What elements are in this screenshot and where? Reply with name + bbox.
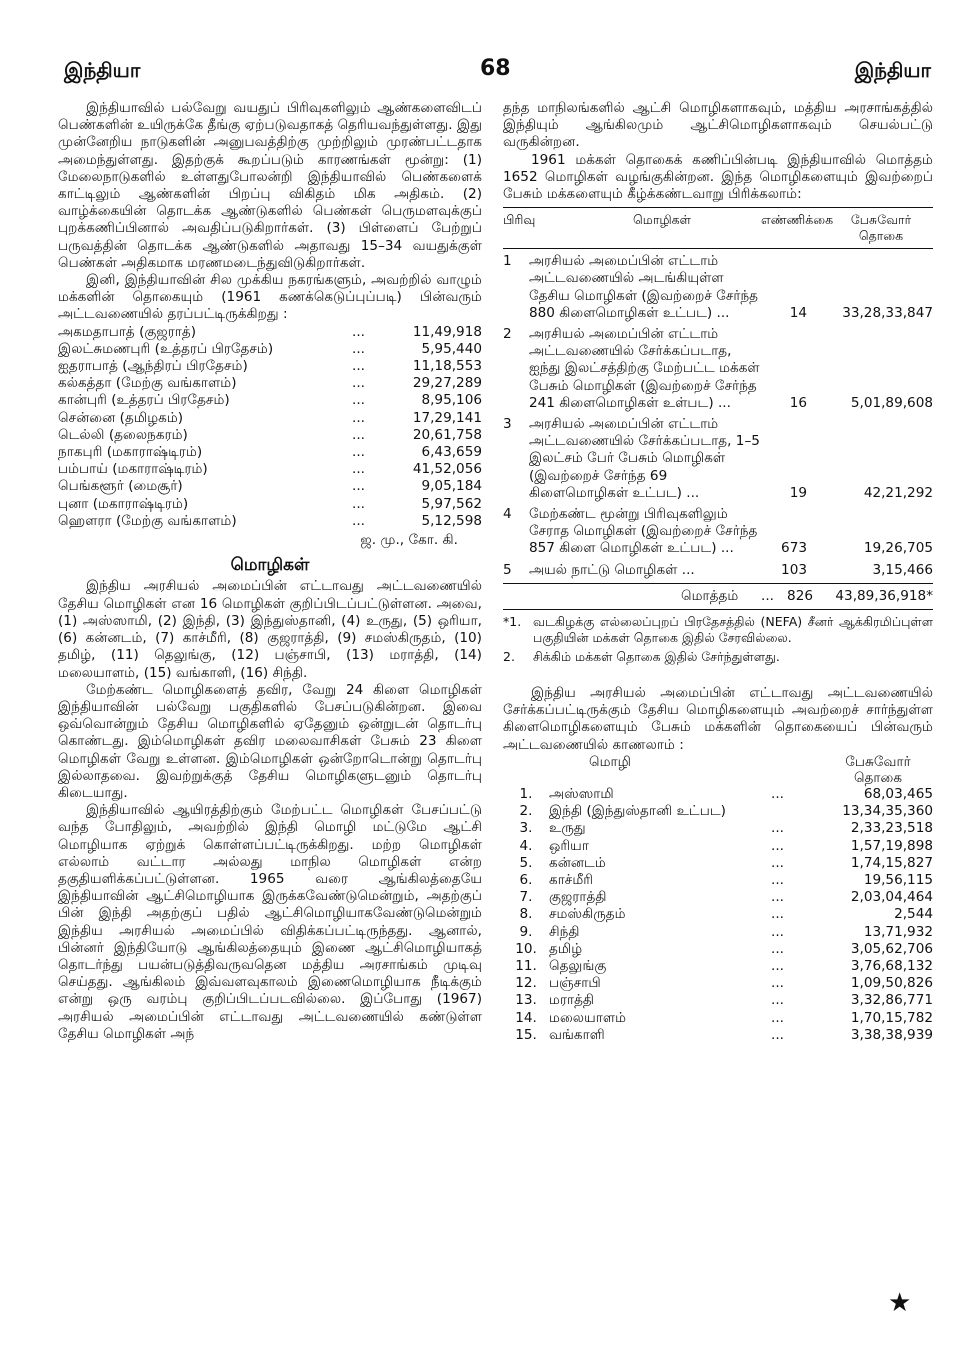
list-item: 8. சமஸ்கிருதம் ... 2,544 <box>519 906 933 923</box>
paragraph-official-language: இந்தியாவில் ஆயிரத்திற்கும் மேற்பட்ட மொழிகள் பேசப்பட்டு வந்த போதிலும், அவற்றில் இந்தி மொழி மட்டுமே ஆட்சி மொழியாக ஏற்றுக் கொள்ளப்பட்டிருக்கிறது. மற்ற மொழிகள் எல்லாம் வட்டார அல்லது மாநில மொழிகள் என்ற தகுதியளிக்கப்பட்டுள்ளன. 1965 வரை ஆங்கிலத்தையே இந்தியாவின் ஆட்சிமொழியாக இருக்கவேண்டுமென்றும், அதற்குப் பின் இந்தி அதற்குப் பதில் ஆட்சிமொழியாகவேண்டுமென்றும் இந்திய அரசியல் அமைப்பில் விதிக்கப்பட்டிருந்தது. ஆனால், பின்னர் இந்தியோடு ஆங்கிலத்தையும் இணை ஆட்சிமொழியாகத் தொடர்ந்து பயன்படுத்திவருவதென மத்திய அரசாங்கம் முடிவு செய்தது. ஆங்கிலம் இவ்வளவுகாலம் இணைமொழியாக நீடிக்கும் என்று ஒரு வரம்பு குறிப்பிடப்படவில்லை. இப்போது (1967) அரசியல் அமைப்பின் எட்டாவது அட்டவணையில் கண்டுள்ள தேசிய மொழிகள் அந் <box>58 802 482 1042</box>
table-row: 3 அரசியல் அமைப்பின் எட்டாம் அட்டவணையில் சேர்க்கப்படாத, 1–5 இலட்சம் பேர் பேசும் மொழிகள் (இவற்றைச் சேர்ந்த 69 கிளைமொழிகள் உட்பட) ... 19 42,21,292 <box>503 416 933 501</box>
speaker-population: 1,09,50,826 <box>850 975 933 992</box>
division-description: அரசியல் அமைப்பின் எட்டாம் அட்டவணையில் அடங்கியுள்ள தேசிய மொழிகள் (இவற்றைச் சேர்ந்த 880 கிளைமொழிகள் உட்பட) ... <box>529 253 759 321</box>
language-name: சிந்தி <box>549 923 580 940</box>
city-name: ஹெளரா (மேற்கு வங்காளம்) <box>58 512 237 529</box>
language-name: கன்னடம் <box>549 854 606 871</box>
list-item: 6. காச்மீரி ... 19,56,115 <box>519 871 933 888</box>
list-item: 2. இந்தி (இந்துஸ்தானி உட்பட) 13,34,35,360 <box>519 803 933 820</box>
city-name: நாகபுரி (மகாராஷ்டிரம்) <box>58 444 203 461</box>
city-population-list <box>58 324 482 530</box>
city-name: ஐதராபாத் (ஆந்திரப் பிரதேசம்) <box>58 358 248 375</box>
speaker-population: 68,03,465 <box>863 785 933 802</box>
list-item: சென்னை (தமிழகம்) ... 17,29,141 <box>58 409 482 426</box>
speaker-population: 13,71,932 <box>863 923 933 940</box>
speaker-population: 1,70,15,782 <box>850 1009 933 1026</box>
list-item: 10. தமிழ் ... 3,05,62,706 <box>515 940 933 957</box>
speaker-population: 1,57,19,898 <box>850 837 933 854</box>
list-item: 3. உருது ... 2,33,23,518 <box>519 820 933 837</box>
table-total-rule <box>503 583 933 584</box>
list-item: 15. வங்காளி ... 3,38,38,939 <box>515 1026 933 1043</box>
footnote: *1. வடகிழக்கு எல்லைப்புறப் பிரதேசத்தில் (NEFA) சீனர் ஆக்கிரமிப்புள்ள பகுதியின் மக்கள் தொகை இதில் சேரவில்லை. <box>503 614 933 646</box>
list-item: 11. தெலுங்கு ... 3,76,68,132 <box>515 957 933 974</box>
paragraph-cities-intro: இனி, இந்தியாவின் சில முக்கிய நகரங்களும், அவற்றில் வாழும் மக்களின் தொகையும் (1961 கணக்கெடுப்புப்படி) பின்வரும் அட்டவணையில் தரப்பட்டிருக்கிறது : <box>58 272 482 323</box>
paragraph-census-intro: 1961 மக்கள் தொகைக் கணிப்பின்படி இந்தியாவில் மொத்தம் 1652 மொழிகள் வழங்குகின்றன. இந்த மொழிகளையும் இவற்றைப் பேசும் மக்களையும் கீழ்க்கண்டவாறு பிரிக்கலாம்: <box>503 151 933 203</box>
paragraph-mortality: இந்தியாவில் பல்வேறு வயதுப் பிரிவுகளிலும் ஆண்களைவிடப் பெண்களின் உயிருக்கே தீங்கு ஏற்படுவதாகத் தெரியவந்துள்ளது. இது முன்னேறிய நாடுகளின் அனுபவத்திற்கு முற்றிலும் முரண்பட்டதாக அமைந்துள்ளது. இதற்குக் கூறப்படும் காரணங்கள் மூன்று: (1) மேலைநாடுகளில் உள்ளதுபோலன்றி இந்தியாவில் பெண்களைக் காட்டிலும் ஆண்களின் பிறப்பு விகிதம் மிக அதிகம். (2) வாழ்க்கையின் தொடக்க ஆண்டுகளில் பெண்கள் பெருமளவுக்குப் புறக்கணிப்பினால் அவதிப்படுகிறார்கள். (3) பிள்ளைப் பேற்றுப் பருவத்தின் தொடக்க ஆண்டுகளில் அதாவது 15–34 வயதுக்குள் பெண்கள் அதிகமாக மரணமடைந்துவிடுகிறார்கள். <box>58 100 482 271</box>
paragraph-dialects: மேற்கண்ட மொழிகளைத் தவிர, வேறு 24 கிளை மொழிகள் இந்தியாவின் பல்வேறு பகுதிகளில் பேசப்படுகின்றன. இவை ஒவ்வொன்றும் தேசிய மொழிகளில் ஏதேனும் ஒன்றுடன் தொடர்பு கொண்டது. இம்மொழிகள் தவிர மலைவாசிகள் பேசும் 23 கிளை மொழிகள் வேறு உள்ளன. இம்மொழிகள் ஒன்றோடொன்று தொடர்பு இல்லாதவை. இவற்றுக்குத் தேசிய மொழிகளுடனும் தொடர்பு கிடையாது. <box>58 681 482 801</box>
page-number: 68 <box>480 56 511 81</box>
list-item: 12. பஞ்சாபி ... 1,09,50,826 <box>515 975 933 992</box>
table-header-row <box>503 212 933 244</box>
division-description: அரசியல் அமைப்பின் எட்டாம் அட்டவணையில் சேர்க்கப்படாத, ஐந்து இலட்சத்திற்கு மேற்பட்ட மக்கள் பேசும் மொழிகள் (இவற்றைச் சேர்ந்த 241 கிளைமொழிகள் உள்பட) ... <box>529 326 760 411</box>
list-item: கல்கத்தா (மேற்கு வங்காளம்) ... 29,27,289 <box>58 375 482 392</box>
table-header-rule <box>503 248 933 249</box>
total-count: 826 <box>787 587 813 604</box>
language-count: 16 <box>789 394 807 411</box>
city-name: பம்பாய் (மகாராஷ்டிரம்) <box>58 461 208 478</box>
language-name: காச்மீரி <box>549 871 594 888</box>
language-name: அஸ்ஸாமி <box>549 785 614 802</box>
col-header-languages: மொழிகள் <box>633 212 691 228</box>
speaker-count: 3,15,466 <box>872 561 933 578</box>
section-title-languages: மொழிகள் <box>230 555 310 576</box>
list-item: 14. மலையாளம் ... 1,70,15,782 <box>515 1009 933 1026</box>
speaker-count: 5,01,89,608 <box>850 394 933 411</box>
city-name: கல்கத்தா (மேற்கு வங்காளம்) <box>58 375 237 392</box>
language-division-table <box>503 207 933 610</box>
city-population: 41,52,056 <box>412 461 482 478</box>
table-row: 2 அரசியல் அமைப்பின் எட்டாம் அட்டவணையில் சேர்க்கப்படாத, ஐந்து இலட்சத்திற்கு மேற்பட்ட மக்கள் பேசும் மொழிகள் (இவற்றைச் சேர்ந்த 241 கிளைமொழிகள் உள்பட) ... 16 5,01,89,608 <box>503 326 933 411</box>
language-count: 19 <box>789 484 807 501</box>
city-name: சென்னை (தமிழகம்) <box>58 409 184 426</box>
speaker-population: 2,33,23,518 <box>850 820 933 837</box>
city-name: டெல்லி (தலைநகரம்) <box>58 426 188 443</box>
left-column <box>58 100 482 1043</box>
col-header-speakers: பேசுவோர் தொகை <box>850 212 912 244</box>
city-population: 17,29,141 <box>412 409 482 426</box>
speaker-population: 2,544 <box>894 906 933 923</box>
language-name: குஜராத்தி <box>549 889 607 906</box>
running-header-right: இந்தியா <box>854 58 931 82</box>
star-icon: ★ <box>888 1288 912 1318</box>
list-item: 9. சிந்தி ... 13,71,932 <box>519 923 933 940</box>
speaker-count: 33,28,33,847 <box>842 304 933 321</box>
list-item: கான்புரி (உத்தரப் பிரதேசம்) ... 8,95,106 <box>58 392 482 409</box>
speaker-population: 3,05,62,706 <box>850 940 933 957</box>
speaker-population: 19,56,115 <box>863 871 933 888</box>
author-initials: ஜ. மு., கோ. கி. <box>360 532 458 549</box>
city-population: 11,49,918 <box>412 323 482 340</box>
city-name: கான்புரி (உத்தரப் பிரதேசம்) <box>58 392 230 409</box>
speaker-population: 3,76,68,132 <box>850 957 933 974</box>
list-item: ஐதராபாத் (ஆந்திரப் பிரதேசம்) ... 11,18,553 <box>58 358 482 375</box>
list-item: 4. ஒரியா ... 1,57,19,898 <box>519 837 933 854</box>
list-item: அகமதாபாத் (குஜராத்) ... 11,49,918 <box>58 323 482 340</box>
list-item: ஹெளரா (மேற்கு வங்காளம்) ... 5,12,598 <box>58 512 482 529</box>
city-population: 5,95,440 <box>421 340 482 357</box>
col-header-division: பிரிவு <box>503 212 536 228</box>
list-header <box>503 754 933 786</box>
speaker-population: 2,03,04,464 <box>850 889 933 906</box>
division-description: அரசியல் அமைப்பின் எட்டாம் அட்டவணையில் சேர்க்கப்படாத, 1–5 இலட்சம் பேர் பேசும் மொழிகள் (இவற்றைச் சேர்ந்த 69 கிளைமொழிகள் உட்பட) ... <box>529 416 760 501</box>
table-row: 4 மேற்கண்ட மூன்று பிரிவுகளிலும் சேராத மொழிகள் (இவற்றைச் சேர்ந்த 857 கிளை மொழிகள் உட்பட) ... 673 19,26,705 <box>503 506 933 557</box>
speaker-population: 1,74,15,827 <box>850 854 933 871</box>
speaker-population: 3,32,86,771 <box>850 992 933 1009</box>
language-name: சமஸ்கிருதம் <box>549 906 626 923</box>
city-population: 5,12,598 <box>421 512 482 529</box>
language-name: வங்காளி <box>549 1026 605 1043</box>
list-item: 1. அஸ்ஸாமி ... 68,03,465 <box>519 785 933 802</box>
city-population: 5,97,562 <box>421 495 482 512</box>
city-population: 20,61,758 <box>412 426 482 443</box>
footnote: 2. சிக்கிம் மக்கள் தொகை இதில் சேர்ந்துள்ளது. <box>503 649 780 665</box>
right-column <box>503 100 933 1044</box>
table-total-row: மொத்தம் ... 826 43,89,36,918* <box>681 587 933 604</box>
table-bottom-rule <box>503 609 933 610</box>
language-name: இந்தி (இந்துஸ்தானி உட்பட) <box>549 803 726 820</box>
running-header-left: இந்தியா <box>64 58 141 82</box>
city-population: 8,95,106 <box>421 392 482 409</box>
speaker-count: 19,26,705 <box>863 540 933 557</box>
city-population: 6,43,659 <box>421 444 482 461</box>
table-top-rule <box>503 207 933 208</box>
list-item: 5. கன்னடம் ... 1,74,15,827 <box>519 854 933 871</box>
speaker-population: 13,34,35,360 <box>842 803 933 820</box>
speaker-population: 3,38,38,939 <box>850 1026 933 1043</box>
list-item: பெங்களூர் (மைசூர்) ... 9,05,184 <box>58 478 482 495</box>
language-name: தமிழ் <box>549 940 583 957</box>
language-name: தெலுங்கு <box>549 957 607 974</box>
division-description: அயல் நாட்டு மொழிகள் ... <box>529 561 695 578</box>
language-count: 103 <box>781 561 807 578</box>
table-row: 1 அரசியல் அமைப்பின் எட்டாம் அட்டவணையில் அடங்கியுள்ள தேசிய மொழிகள் (இவற்றைச் சேர்ந்த 880 கிளைமொழிகள் உட்பட) ... 14 33,28,33,847 <box>503 253 933 321</box>
city-population: 11,18,553 <box>412 358 482 375</box>
language-name: மராத்தி <box>549 992 595 1009</box>
list-item: நாகபுரி (மகாராஷ்டிரம்) ... 6,43,659 <box>58 444 482 461</box>
language-count: 14 <box>789 304 807 321</box>
list-item: 13. மராத்தி ... 3,32,86,771 <box>515 992 933 1009</box>
language-name: ஒரியா <box>549 837 589 854</box>
total-label: மொத்தம் <box>681 587 739 604</box>
speaker-count: 42,21,292 <box>863 484 933 501</box>
header-language: மொழி <box>589 753 632 770</box>
division-description: மேற்கண்ட மூன்று பிரிவுகளிலும் சேராத மொழிகள் (இவற்றைச் சேர்ந்த 857 கிளை மொழிகள் உட்பட) ... <box>529 506 758 557</box>
city-population: 29,27,289 <box>412 375 482 392</box>
city-name: புனா (மகாராஷ்டிரம்) <box>58 495 189 512</box>
list-item: டெல்லி (தலைநகரம்) ... 20,61,758 <box>58 426 482 443</box>
table-row: 5 அயல் நாட்டு மொழிகள் ... 103 3,15,466 <box>503 561 933 578</box>
city-name: பெங்களூர் (மைசூர்) <box>58 478 183 495</box>
language-speakers-list <box>503 754 933 1044</box>
paragraph-speakers-intro: இந்திய அரசியல் அமைப்பின் எட்டாவது அட்டவணையில் சேர்க்கப்பட்டிருக்கும் தேசிய மொழிகளையும் அவற்றைச் சார்ந்துள்ள கிளைமொழிகளையும் பேசும் மக்களின் தொகையைப் பின்வரும் அட்டவணையில் காணலாம் : <box>503 685 933 753</box>
list-item: 7. குஜராத்தி ... 2,03,04,464 <box>519 889 933 906</box>
paragraph-national-languages: இந்திய அரசியல் அமைப்பின் எட்டாவது அட்டவணையில் தேசிய மொழிகள் என 16 மொழிகள் குறிப்பிடப்பட்டுள்ளன. அவை, (1) அஸ்ஸாமி, (2) இந்தி, (3) இந்துஸ்தானி, (4) உருது, (5) ஒரியா, (6) கன்னடம், (7) காச்மீரி, (8) குஜராத்தி, (9) சமஸ்கிருதம், (10) தமிழ், (11) தெலுங்கு, (12) பஞ்சாபி, (13) மராத்தி, (14) மலையாளம், (15) வங்காளி, (16) சிந்தி. <box>58 578 482 681</box>
city-name: இலட்சுமணபுரி (உத்தரப் பிரதேசம்) <box>58 340 274 357</box>
total-speakers: 43,89,36,918* <box>835 587 933 604</box>
col-header-count: எண்ணிக்கை <box>761 212 834 228</box>
language-name: பஞ்சாபி <box>549 975 601 992</box>
language-count: 673 <box>781 540 807 557</box>
header-population: பேசுவோர் தொகை <box>845 753 911 786</box>
city-population: 9,05,184 <box>421 478 482 495</box>
language-name: மலையாளம் <box>549 1009 627 1026</box>
list-item: பம்பாய் (மகாராஷ்டிரம்) ... 41,52,056 <box>58 461 482 478</box>
paragraph-continuation: தந்த மாநிலங்களில் ஆட்சி மொழிகளாகவும், மத்திய அரசாங்கத்தில் இந்தியும் ஆங்கிலமும் ஆட்சிமொழிகளாகவும் செயல்பட்டு வருகின்றன. <box>503 100 933 151</box>
list-item: புனா (மகாராஷ்டிரம்) ... 5,97,562 <box>58 495 482 512</box>
city-name: அகமதாபாத் (குஜராத்) <box>58 323 197 340</box>
list-item: இலட்சுமணபுரி (உத்தரப் பிரதேசம்) ... 5,95,440 <box>58 340 482 357</box>
language-name: உருது <box>549 820 586 837</box>
